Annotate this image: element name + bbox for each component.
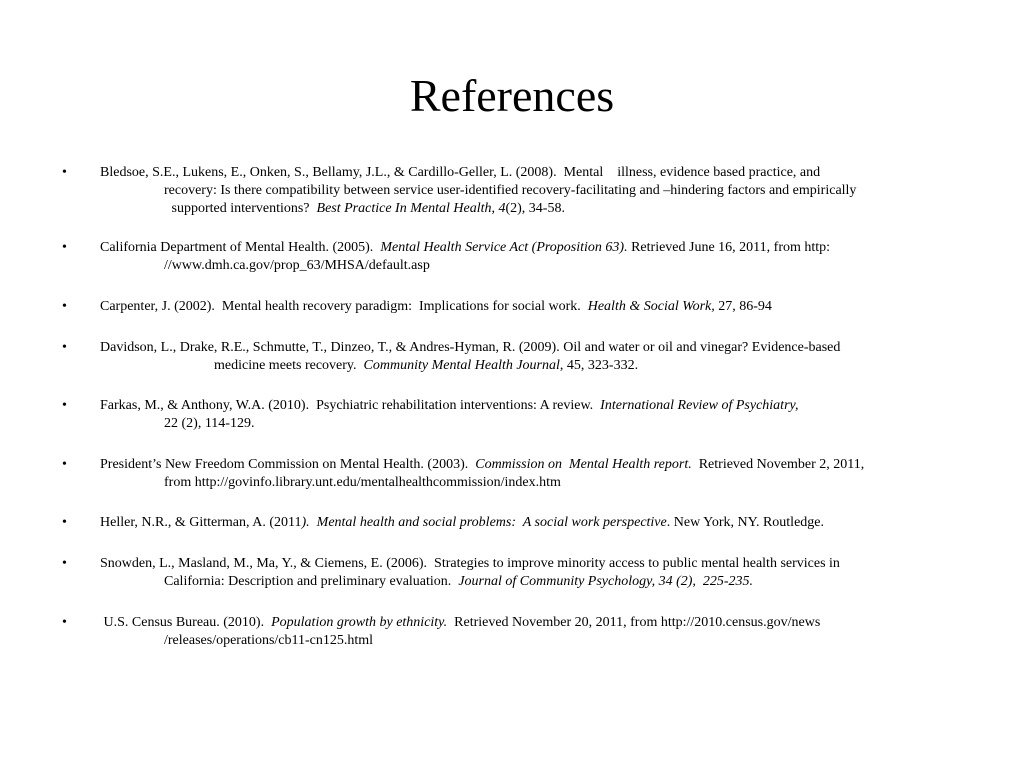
reference-line [100, 614, 820, 632]
reference-line [164, 573, 753, 591]
reference-line [164, 474, 561, 492]
reference-italic-text: Commission on Mental Health report. [475, 457, 692, 472]
reference-line [164, 632, 373, 650]
reference-text: Carpenter, J. (2002). Mental health recovery paradigm: Implications for social work. [100, 299, 588, 314]
reference-text: Retrieved June 16, 2011, from http: [627, 240, 831, 255]
reference-italic-text: Mental Health Service Act (Proposition 63). [380, 240, 628, 255]
bullet-icon: • [62, 340, 67, 355]
reference-text: Snowden, L., Masland, M., Ma, Y., & Ciemens, E. (2006). Strategies to improve minority access to public mental health services in [100, 556, 840, 571]
reference-line [100, 239, 830, 257]
bullet-icon: • [62, 165, 67, 180]
reference-italic-text: Population growth by ethnicity. [271, 615, 448, 630]
reference-text: California: Description and preliminary evaluation. [164, 574, 459, 589]
reference-line [100, 298, 772, 316]
reference-text: from http://govinfo.library.unt.edu/mentalhealthcommission/index.htm [164, 475, 561, 490]
reference-line [100, 514, 824, 532]
reference-line [214, 357, 638, 375]
bullet-icon: • [62, 457, 67, 472]
bullet-icon: • [62, 240, 67, 255]
reference-italic-text: Community Mental Health Journal [363, 358, 560, 373]
bullet-icon: • [62, 556, 67, 571]
reference-text: 22 (2), 114-129. [164, 416, 255, 431]
reference-text: Heller, N.R., & Gitterman, A. (2011 [100, 515, 302, 530]
reference-line [100, 456, 864, 474]
reference-text: Davidson, L., Drake, R.E., Schmutte, T., Dinzeo, T., & Andres-Hyman, R. (2009). Oil and water or oil and vinegar? Evidence-based [100, 340, 841, 355]
reference-line [100, 164, 820, 182]
reference-line [100, 339, 840, 357]
bullet-icon: • [62, 515, 67, 530]
reference-line [100, 397, 798, 415]
reference-text: 27, 86-94 [714, 299, 772, 314]
reference-text: . New York, NY. Routledge. [666, 515, 824, 530]
reference-text: U.S. Census Bureau. (2010). [100, 615, 272, 630]
reference-text: medicine meets recovery. [214, 358, 364, 373]
reference-italic-text: ). Mental health and social problems: A social work perspective [301, 515, 667, 530]
reference-italic-text: Journal of Community Psychology, 34 (2), 225-235. [458, 574, 754, 589]
reference-italic-text: Health & Social Work, [587, 299, 715, 314]
page-title: References [409, 70, 615, 121]
reference-text: , 45, 323-332. [559, 358, 639, 373]
reference-text: (2), 34-58. [505, 201, 565, 216]
reference-text: /releases/operations/cb11-cn125.html [164, 633, 374, 648]
reference-line [164, 257, 430, 275]
reference-text: //www.dmh.ca.gov/prop_63/MHSA/default.asp [164, 258, 430, 273]
reference-text: supported interventions? [168, 201, 317, 216]
bullet-icon: • [62, 615, 67, 630]
bullet-icon: • [62, 299, 67, 314]
reference-text: , [491, 201, 499, 216]
reference-italic-text: Best Practice In Mental Health [316, 201, 492, 216]
reference-line [168, 200, 565, 218]
reference-text: California Department of Mental Health. (2005). [100, 240, 381, 255]
reference-line [164, 415, 254, 433]
reference-text: Retrieved November 2, 2011, [691, 457, 865, 472]
reference-text: Bledsoe, S.E., Lukens, E., Onken, S., Bellamy, J.L., & Cardillo-Geller, L. (2008). Mental illness, evidence based practice, and [100, 165, 821, 180]
reference-text: Retrieved November 20, 2011, from http://2010.census.gov/news [447, 615, 821, 630]
bullet-icon: • [62, 398, 67, 413]
reference-text: President’s New Freedom Commission on Mental Health. (2003). [100, 457, 476, 472]
reference-italic-text: 4 [498, 201, 506, 216]
reference-line [100, 555, 840, 573]
reference-line [164, 182, 856, 200]
reference-text: Farkas, M., & Anthony, W.A. (2010). Psychiatric rehabilitation interventions: A review. [100, 398, 601, 413]
reference-text: recovery: Is there compatibility between service user-identified recovery-facilitating and –hindering factors and empirically [164, 183, 857, 198]
reference-italic-text: International Review of Psychiatry, [600, 398, 799, 413]
